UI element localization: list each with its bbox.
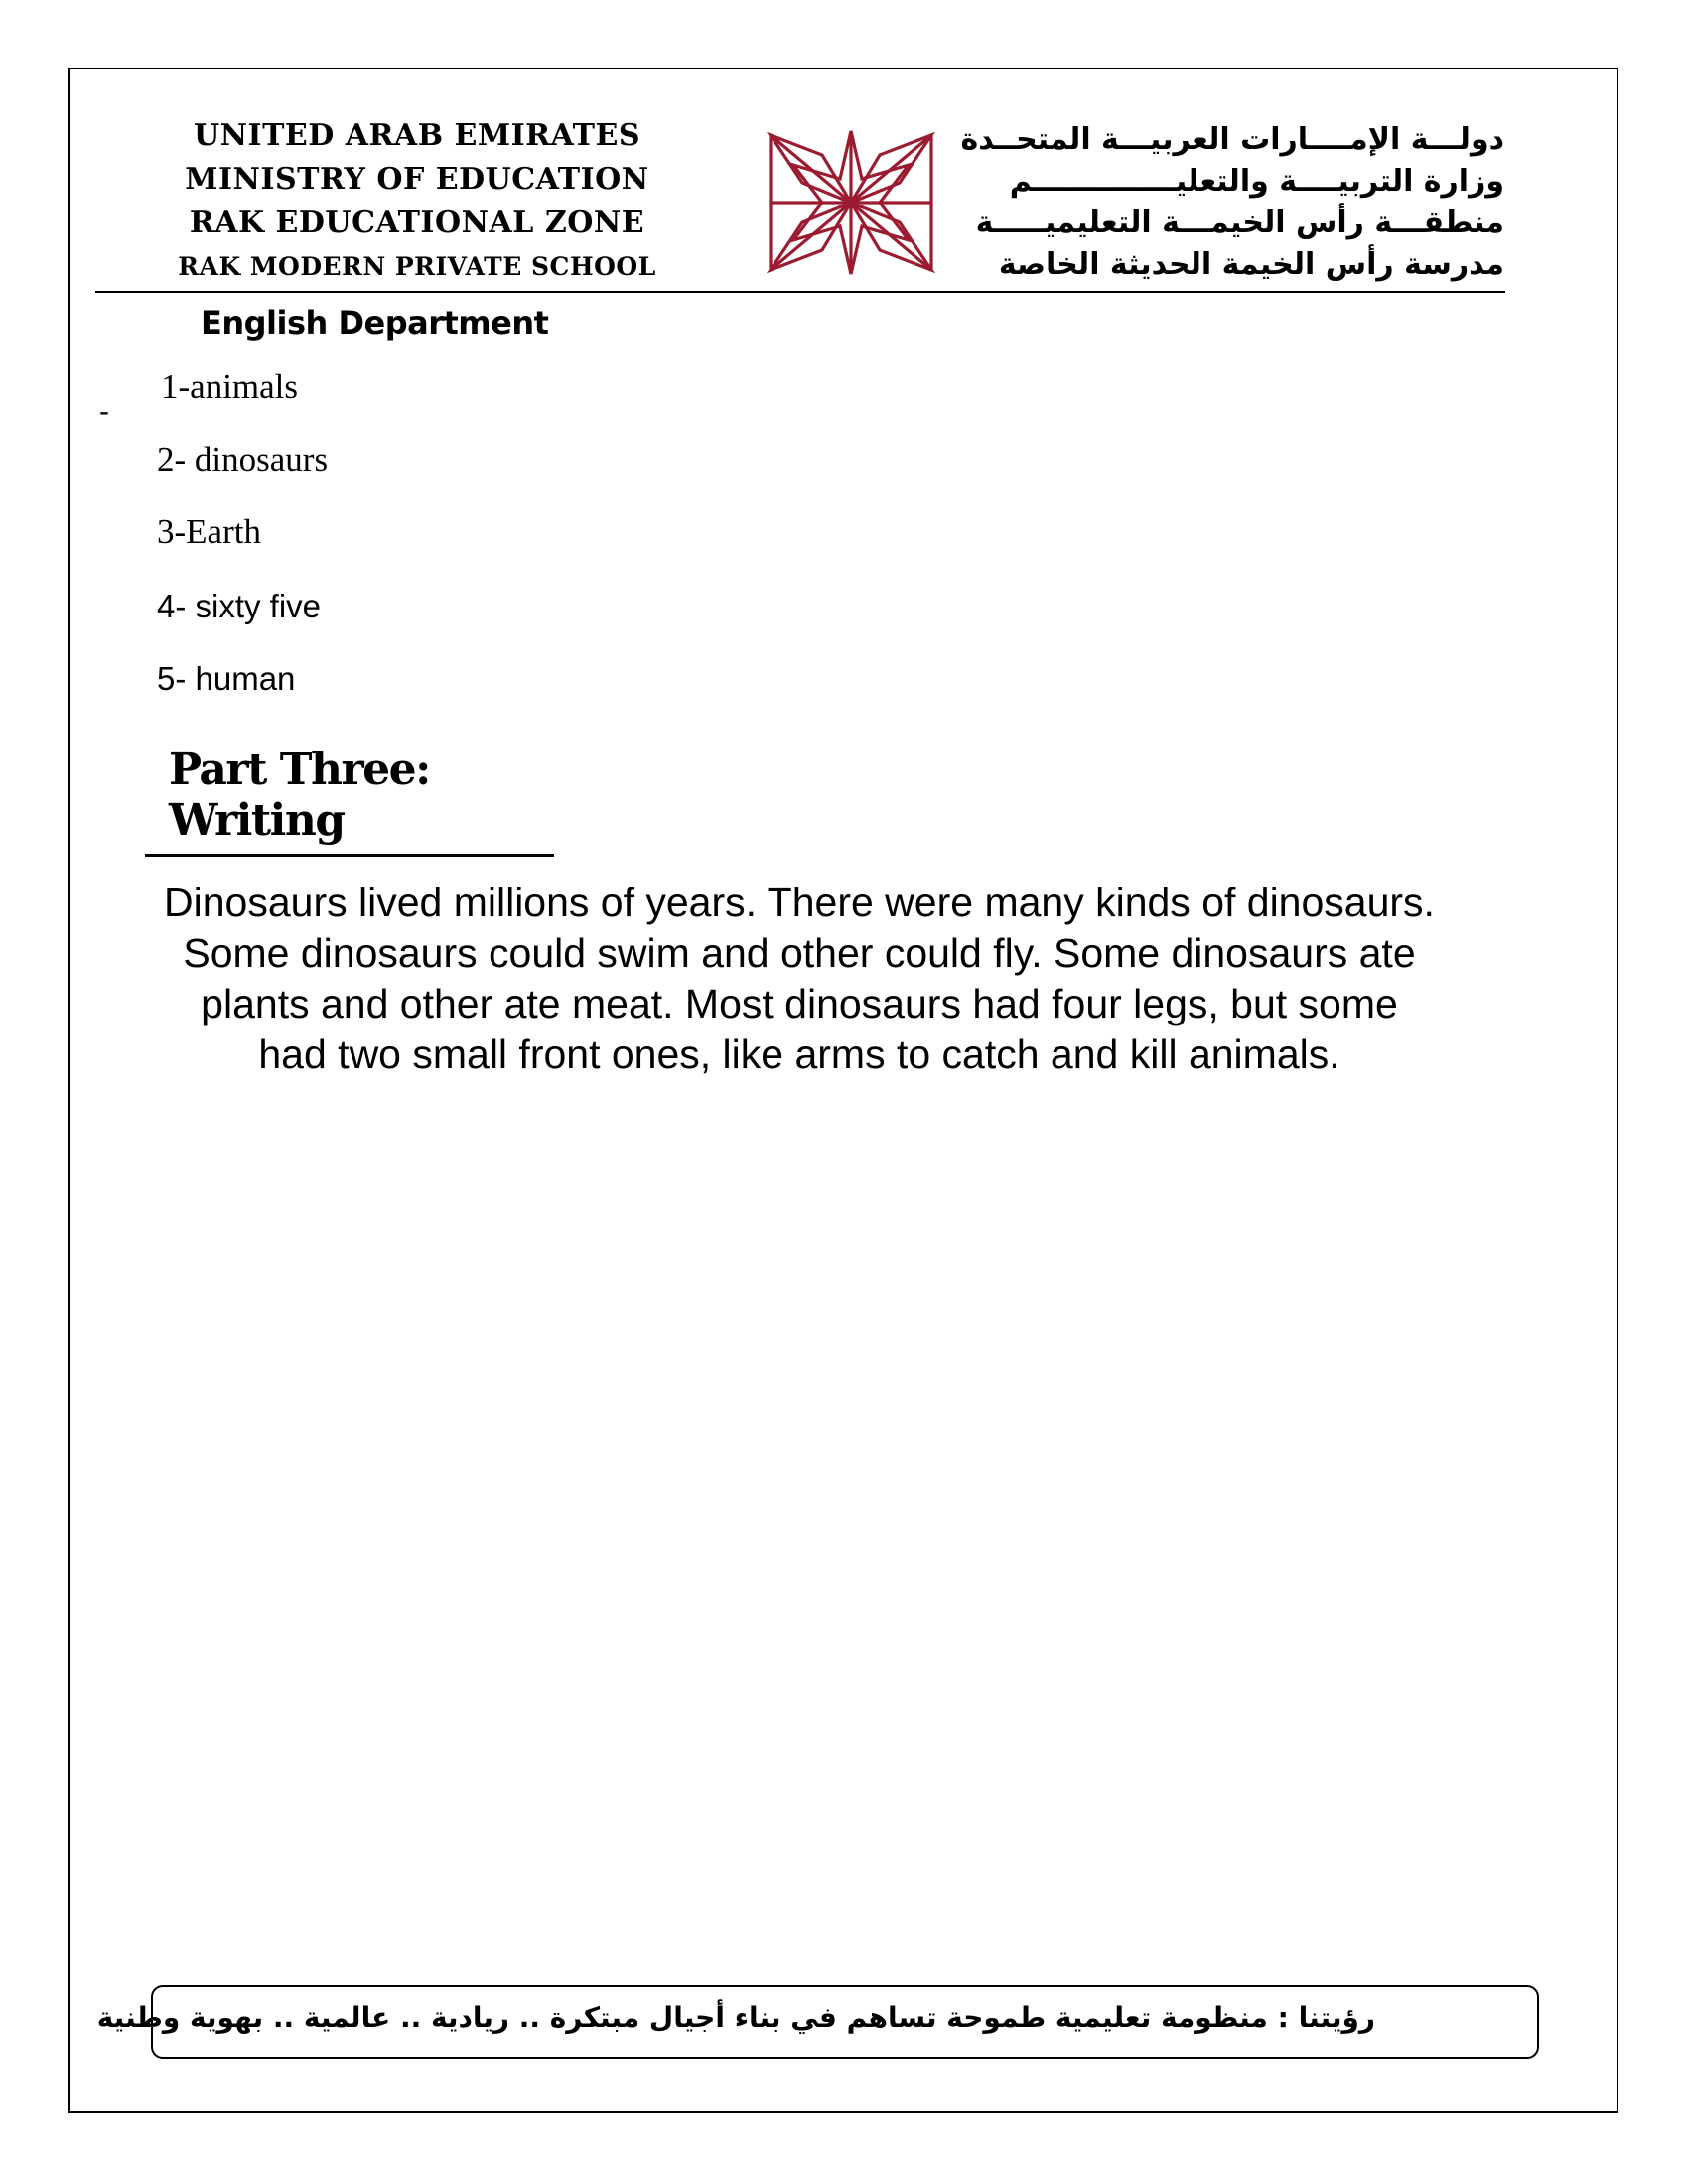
- writing-line-4: had two small front ones, like arms to catch and kill animals.: [258, 1031, 1340, 1077]
- header-ar-line-ministry: وزارة التربيــــة والتعليــــــــــــــم: [1009, 164, 1504, 199]
- page-border: [68, 68, 1618, 2113]
- header-ar-line-zone: منطقـــة رأس الخيمـــة التعليميـــــة: [975, 205, 1504, 240]
- department-label: English Department: [201, 304, 549, 341]
- writing-line-3: plants and other ate meat. Most dinosaurs had four legs, but some: [201, 981, 1398, 1026]
- header-line-ministry: MINISTRY OF EDUCATION: [185, 162, 649, 197]
- header-line-uae: UNITED ARAB EMIRATES: [193, 118, 641, 153]
- header-divider: [95, 291, 1505, 293]
- header-line-school: RAK MODERN PRIVATE SCHOOL: [178, 252, 656, 281]
- writing-paragraph: [89, 878, 1509, 1080]
- header-line-zone: RAK EDUCATIONAL ZONE: [189, 205, 645, 240]
- header-ar-line-uae: دولـــة الإمــــارات العربيـــة المتحــدة: [960, 122, 1504, 157]
- writing-line-1: Dinosaurs lived millions of years. There were many kinds of dinosaurs.: [164, 880, 1435, 925]
- header-english: [159, 114, 675, 289]
- school-logo-icon: [763, 125, 939, 280]
- header-arabic: [960, 119, 1504, 286]
- answer-item-3: 3-Earth: [157, 512, 261, 551]
- answer-item-5: 5- human: [157, 660, 296, 697]
- writing-line-2: Some dinosaurs could swim and other could fly. Some dinosaurs ate: [183, 930, 1416, 976]
- answer-item-2: 2- dinosaurs: [157, 440, 329, 478]
- footer-vision-text: رؤيتنا : منظومة تعليمية طموحة تساهم في بناء أجيال مبتكرة .. ريادية .. عالمية .. بهوية وطنية: [96, 2001, 1375, 2034]
- answer-item-4: 4- sixty five: [157, 588, 322, 624]
- section-title: Part Three: Writing: [145, 745, 554, 857]
- answer-item-1: 1-animals: [161, 367, 299, 406]
- header-ar-line-school: مدرسة رأس الخيمة الحديثة الخاصة: [998, 247, 1504, 282]
- stray-dash: -: [99, 395, 109, 428]
